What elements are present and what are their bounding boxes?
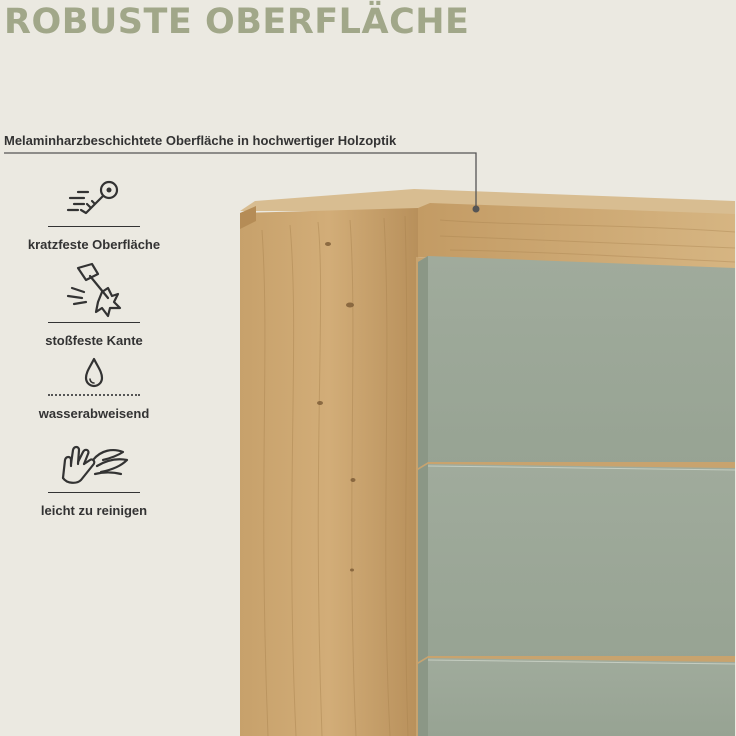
feature-divider bbox=[48, 226, 140, 227]
feature-label: stoßfeste Kante bbox=[45, 333, 143, 348]
water-drop-icon bbox=[74, 356, 114, 390]
key-scratch-icon bbox=[64, 176, 124, 222]
feature-label: kratzfeste Oberfläche bbox=[27, 237, 161, 252]
feature-impact-resistant bbox=[10, 262, 178, 348]
feature-water-repellent bbox=[10, 356, 178, 421]
drawer-front-2 bbox=[418, 464, 735, 662]
feature-easy-clean bbox=[10, 442, 178, 518]
feature-scratch-resistant bbox=[10, 176, 178, 252]
hammer-impact-icon bbox=[64, 262, 124, 318]
surface-callout-text: Melaminharzbeschichtete Oberfläche in hochwertiger Holzoptik bbox=[4, 133, 397, 148]
feature-divider bbox=[48, 394, 140, 396]
hand-cloth-icon bbox=[57, 442, 131, 488]
feature-divider bbox=[48, 492, 140, 493]
feature-divider bbox=[48, 322, 140, 323]
page-title: ROBUSTE OBERFLÄCHE bbox=[4, 2, 470, 42]
drawer-front-3 bbox=[418, 658, 735, 736]
drawer-front-1 bbox=[418, 256, 735, 468]
feature-label: wasserabweisend bbox=[38, 406, 150, 421]
side-panel bbox=[240, 208, 418, 736]
feature-label: leicht zu reinigen bbox=[40, 503, 148, 518]
